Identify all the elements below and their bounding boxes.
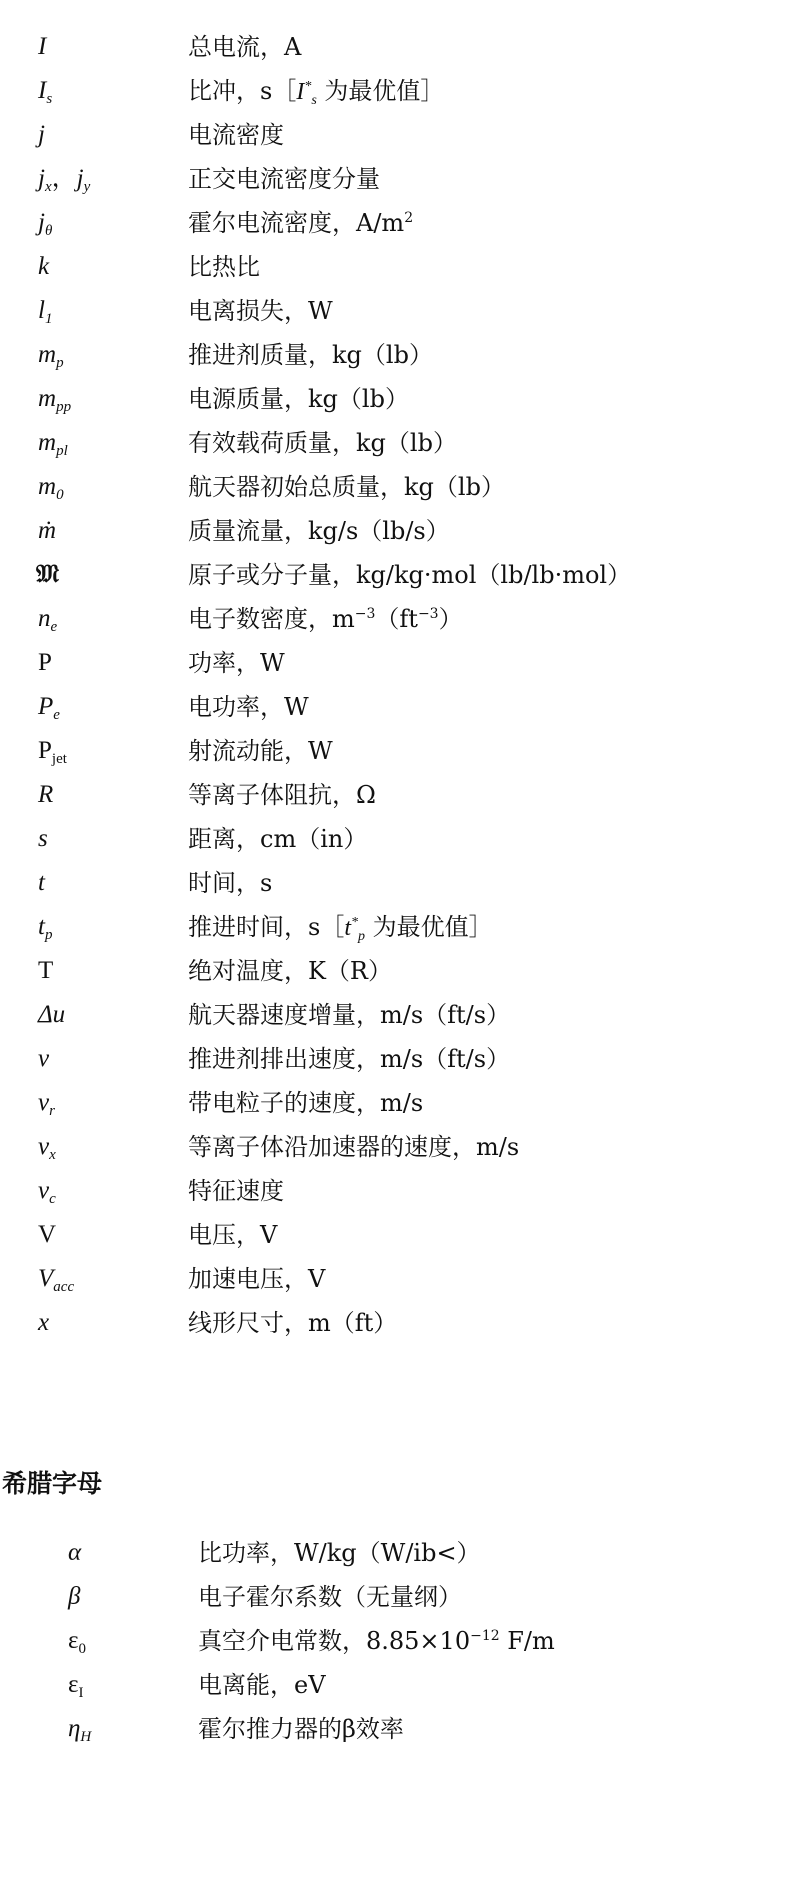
symbol-row bbox=[0, 421, 803, 465]
symbol-row bbox=[0, 861, 803, 905]
symbol: s bbox=[38, 825, 48, 852]
description: 正交电流密度分量 bbox=[188, 165, 380, 193]
description: 功率，W bbox=[188, 649, 285, 677]
description: 总电流，A bbox=[188, 33, 302, 61]
symbol-row bbox=[0, 465, 803, 509]
symbol: V bbox=[38, 1221, 57, 1248]
symbol: $I_s$ bbox=[38, 77, 53, 107]
symbol-row bbox=[0, 993, 803, 1037]
description: 电离能，eV bbox=[198, 1671, 326, 1699]
symbol-row bbox=[0, 1213, 803, 1257]
symbol: $m_p$ bbox=[38, 341, 64, 371]
description: 比冲，$s[I^*_s$ 为最优值］ bbox=[188, 77, 445, 108]
symbol-row bbox=[0, 69, 803, 113]
symbol: $\eta_H$ bbox=[68, 1715, 92, 1745]
greek-section-heading: 希腊字母 bbox=[2, 1469, 103, 1498]
symbol-row bbox=[0, 25, 803, 69]
description: 推进时间，$s[t^*_p$ 为最优值］ bbox=[188, 913, 493, 944]
symbol: j bbox=[38, 121, 45, 148]
symbol-row bbox=[0, 949, 803, 993]
symbol-row bbox=[0, 905, 803, 949]
description: 射流动能，W bbox=[188, 737, 333, 765]
description: 原子或分子量，kg/kg·mol（lb/lb·mol） bbox=[188, 561, 632, 589]
symbol: $n_e$ bbox=[38, 605, 58, 635]
symbol-row bbox=[0, 333, 803, 377]
symbol: v bbox=[38, 1045, 50, 1072]
description: 有效载荷质量，kg（lb） bbox=[188, 429, 457, 457]
description: 真空介电常数，$8.85\times 10^{-12}$ F/m bbox=[198, 1627, 555, 1655]
description: 加速电压，V bbox=[188, 1265, 326, 1293]
symbol-row bbox=[0, 817, 803, 861]
symbol: $j_\theta$ bbox=[38, 209, 53, 239]
symbol: $P_e$ bbox=[38, 693, 60, 723]
symbol: k bbox=[38, 253, 50, 280]
description: 电功率，W bbox=[188, 693, 309, 721]
symbol: $\varepsilon_I$ bbox=[68, 1671, 84, 1701]
symbol: β bbox=[68, 1583, 81, 1610]
symbol: $V_{acc}$ bbox=[38, 1265, 75, 1295]
symbol-row bbox=[0, 1081, 803, 1125]
symbol-row bbox=[0, 509, 803, 553]
symbol-row bbox=[0, 685, 803, 729]
symbol: t bbox=[38, 869, 45, 896]
description: 电源质量，kg（lb） bbox=[188, 385, 409, 413]
symbol: $t_p$ bbox=[38, 913, 53, 943]
symbol: $m_{pl}$ bbox=[38, 429, 68, 459]
symbol-row bbox=[0, 157, 803, 201]
description: 航天器初始总质量，kg（lb） bbox=[188, 473, 505, 501]
symbol: R bbox=[38, 781, 54, 808]
description: 电子霍尔系数（无量纲） bbox=[198, 1583, 462, 1611]
symbol: $j_x$，$j_y$ bbox=[38, 165, 91, 195]
symbol: x bbox=[38, 1309, 50, 1336]
description: 绝对温度，K（R） bbox=[188, 957, 392, 985]
symbol-row bbox=[0, 553, 803, 597]
symbol-row bbox=[0, 245, 803, 289]
symbol-row bbox=[0, 597, 803, 641]
greek-row bbox=[0, 1707, 803, 1751]
symbol-row bbox=[0, 773, 803, 817]
symbol: $\varepsilon_0$ bbox=[68, 1627, 86, 1657]
symbol: $v_x$ bbox=[38, 1133, 56, 1163]
symbol: $m_0$ bbox=[38, 473, 64, 503]
inline-symbol: $I^*_s$ bbox=[296, 79, 317, 108]
greek-row bbox=[0, 1575, 803, 1619]
greek-row bbox=[0, 1663, 803, 1707]
description: 比功率，W/kg（W/ib<） bbox=[198, 1539, 481, 1567]
symbol-row bbox=[0, 113, 803, 157]
description: 航天器速度增量，m/s（ft/s） bbox=[188, 1001, 511, 1029]
symbol-row bbox=[0, 1169, 803, 1213]
description: 特征速度 bbox=[188, 1177, 284, 1205]
symbol: 𝔐 bbox=[36, 561, 60, 588]
description: 时间，s bbox=[188, 869, 273, 897]
description: 推进剂质量，kg（lb） bbox=[188, 341, 433, 369]
symbol: T bbox=[38, 957, 54, 984]
symbol: $l_1$ bbox=[38, 297, 53, 327]
description: 等离子体沿加速器的速度，m/s bbox=[188, 1133, 520, 1161]
description: 比热比 bbox=[188, 253, 260, 281]
greek-row bbox=[0, 1619, 803, 1663]
symbol-row bbox=[0, 1125, 803, 1169]
symbol: $v_r$ bbox=[38, 1089, 55, 1119]
greek-row bbox=[0, 1531, 803, 1575]
symbol: Δu bbox=[38, 1001, 66, 1028]
symbol: $P_{jet}$ bbox=[38, 737, 67, 767]
description: 电流密度 bbox=[188, 121, 284, 149]
description: 电压，V bbox=[188, 1221, 278, 1249]
symbol-row bbox=[0, 729, 803, 773]
symbol: I bbox=[38, 33, 47, 60]
symbol-row bbox=[0, 641, 803, 685]
description: 距离，cm（in） bbox=[188, 825, 368, 853]
symbol: $v_c$ bbox=[38, 1177, 56, 1207]
symbol-row bbox=[0, 1257, 803, 1301]
symbol-row bbox=[0, 289, 803, 333]
symbol-row bbox=[0, 201, 803, 245]
description: 线形尺寸，m（ft） bbox=[188, 1309, 398, 1337]
symbol: α bbox=[68, 1539, 82, 1566]
symbol-row bbox=[0, 1037, 803, 1081]
description: 霍尔推力器的β效率 bbox=[198, 1715, 404, 1743]
symbol-row bbox=[0, 1301, 803, 1345]
description: 电离损失，W bbox=[188, 297, 333, 325]
symbol: $m_{pp}$ bbox=[38, 385, 72, 415]
symbol: P bbox=[38, 649, 52, 676]
symbol-row bbox=[0, 377, 803, 421]
symbol: ṁ bbox=[38, 517, 57, 544]
description: 推进剂排出速度，m/s（ft/s） bbox=[188, 1045, 511, 1073]
description: 带电粒子的速度，m/s bbox=[188, 1089, 424, 1117]
description: 电子数密度，$m^{-3}(ft^{-3})$ bbox=[188, 605, 463, 633]
description: 质量流量，kg/s（lb/s） bbox=[188, 517, 450, 545]
description: 霍尔电流密度，$A/m^2$ bbox=[188, 209, 414, 237]
description: 等离子体阻抗，Ω bbox=[188, 781, 376, 809]
inline-symbol: $t^*_p$ bbox=[344, 915, 365, 944]
